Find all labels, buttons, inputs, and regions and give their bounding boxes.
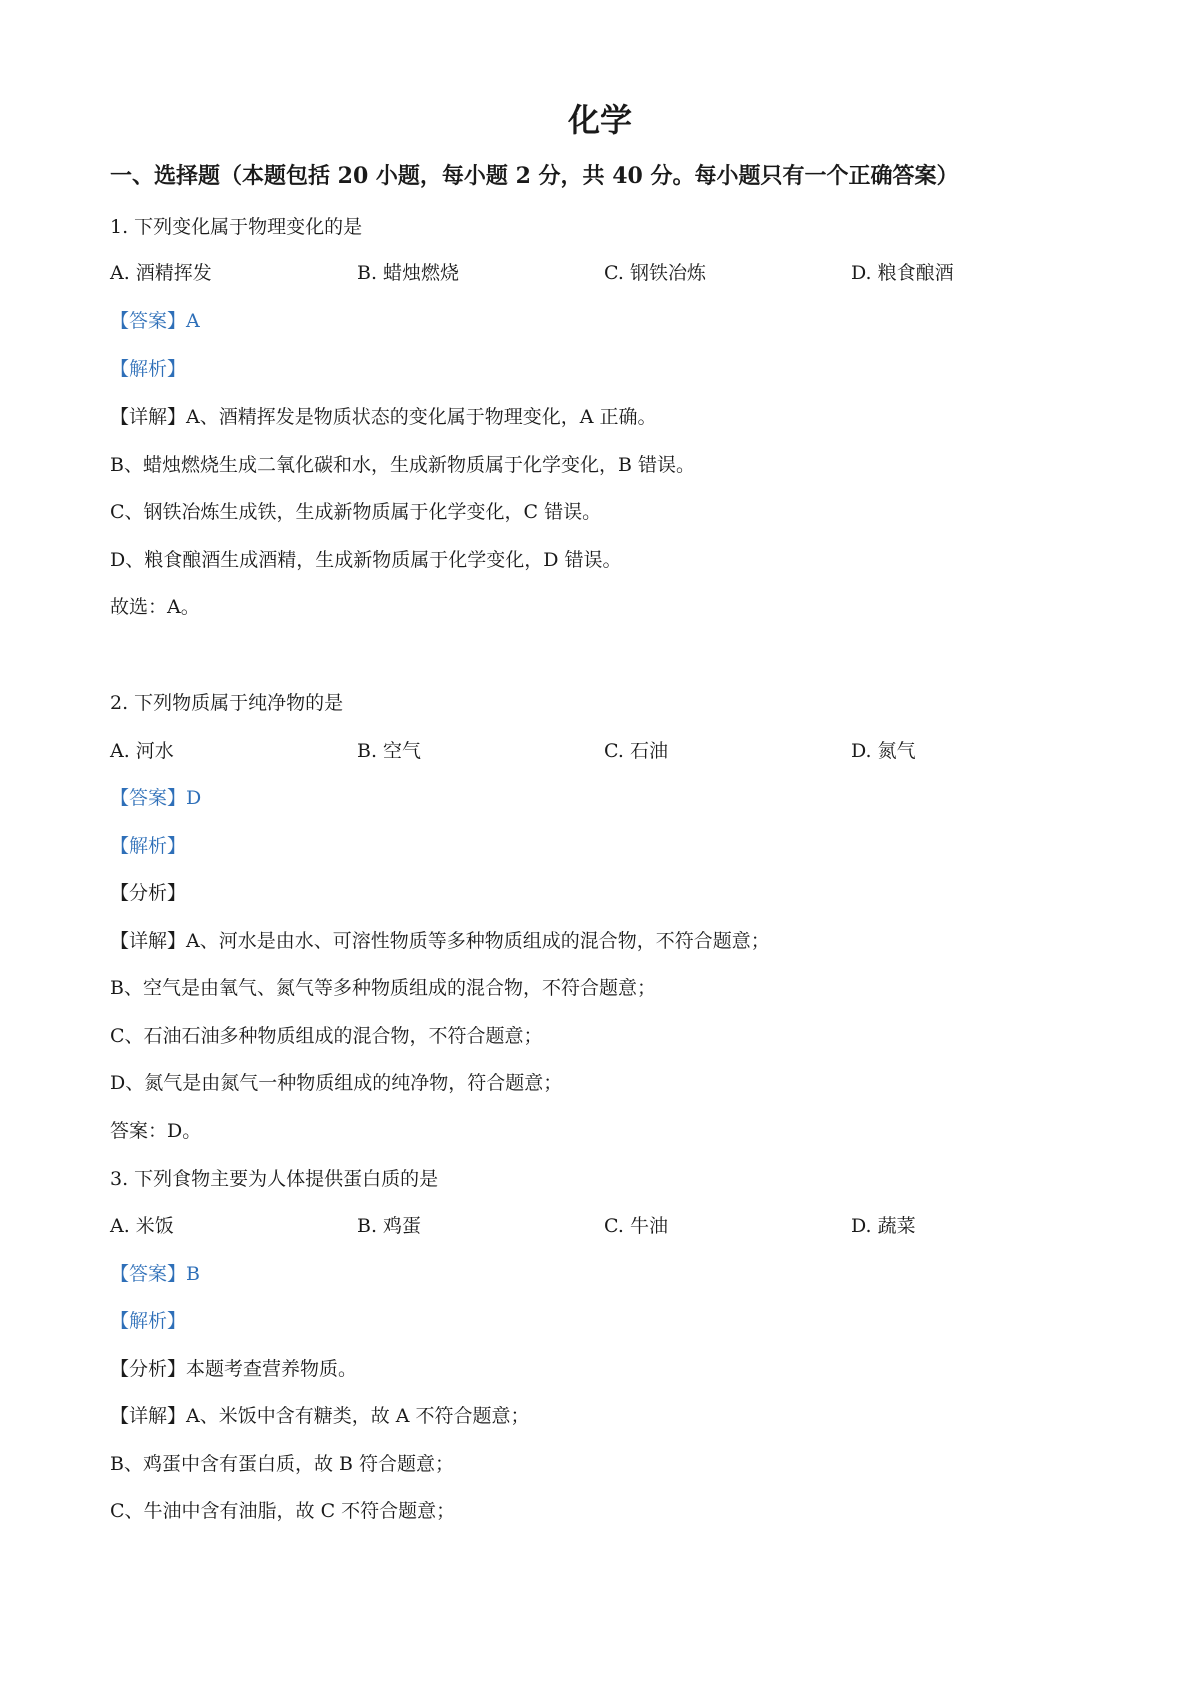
explanation-line: C、钢铁冶炼生成铁，生成新物质属于化学变化，C 错误。 [110, 501, 602, 523]
explanation-line: 【详解】A、米饭中含有糖类，故 A 不符合题意； [110, 1405, 530, 1427]
question-3-stem: 3. 下列食物主要为人体提供蛋白质的是 [110, 1168, 439, 1190]
explanation-line: 【分析】 [110, 882, 187, 904]
option-b: B. 鸡蛋 [357, 1215, 422, 1237]
option-b: B. 蜡烛燃烧 [357, 262, 460, 284]
option-c: C. 石油 [604, 740, 668, 762]
explanation-line: C、牛油中含有油脂，故 C 不符合题意； [110, 1500, 456, 1522]
answer-label: 【答案】B [110, 1263, 200, 1285]
option-a: A. 酒精挥发 [110, 262, 212, 284]
option-d: D. 蔬菜 [851, 1215, 916, 1237]
question-2-stem: 2. 下列物质属于纯净物的是 [110, 692, 344, 714]
explanation-line: B、蜡烛燃烧生成二氧化碳和水，生成新物质属于化学变化，B 错误。 [110, 454, 695, 476]
page-title: 化学 [567, 101, 632, 139]
option-a: A. 米饭 [110, 1215, 174, 1237]
analysis-label: 【解析】 [110, 1310, 187, 1332]
question-1-options [110, 258, 1110, 288]
explanation-line: B、空气是由氧气、氮气等多种物质组成的混合物，不符合题意； [110, 977, 656, 999]
explanation-line: 【详解】A、酒精挥发是物质状态的变化属于物理变化，A 正确。 [110, 406, 657, 428]
conclusion-line: 答案：D。 [110, 1120, 202, 1142]
question-2-options [110, 736, 1110, 766]
question-1-stem: 1. 下列变化属于物理变化的是 [110, 216, 363, 238]
option-d: D. 粮食酿酒 [851, 262, 954, 284]
explanation-line: D、粮食酿酒生成酒精，生成新物质属于化学变化，D 错误。 [110, 549, 622, 571]
explanation-line: B、鸡蛋中含有蛋白质，故 B 符合题意； [110, 1453, 455, 1475]
explanation-line: D、氮气是由氮气一种物质组成的纯净物，符合题意； [110, 1072, 563, 1094]
option-b: B. 空气 [357, 740, 422, 762]
analysis-label: 【解析】 [110, 835, 187, 857]
answer-label: 【答案】D [110, 787, 202, 809]
explanation-line: 【详解】A、河水是由水、可溶性物质等多种物质组成的混合物，不符合题意； [110, 930, 770, 952]
conclusion-line: 故选：A。 [110, 596, 200, 618]
explanation-line: 【分析】本题考查营养物质。 [110, 1358, 358, 1380]
section-heading: 一、选择题（本题包括 20 小题，每小题 2 分，共 40 分。每小题只有一个正确答案） [110, 163, 959, 189]
analysis-label: 【解析】 [110, 358, 187, 380]
explanation-line: C、石油石油多种物质组成的混合物，不符合题意； [110, 1025, 543, 1047]
option-c: C. 钢铁冶炼 [604, 262, 706, 284]
option-c: C. 牛油 [604, 1215, 668, 1237]
answer-label: 【答案】A [110, 310, 200, 332]
option-a: A. 河水 [110, 740, 174, 762]
question-3-options [110, 1211, 1110, 1241]
option-d: D. 氮气 [851, 740, 916, 762]
